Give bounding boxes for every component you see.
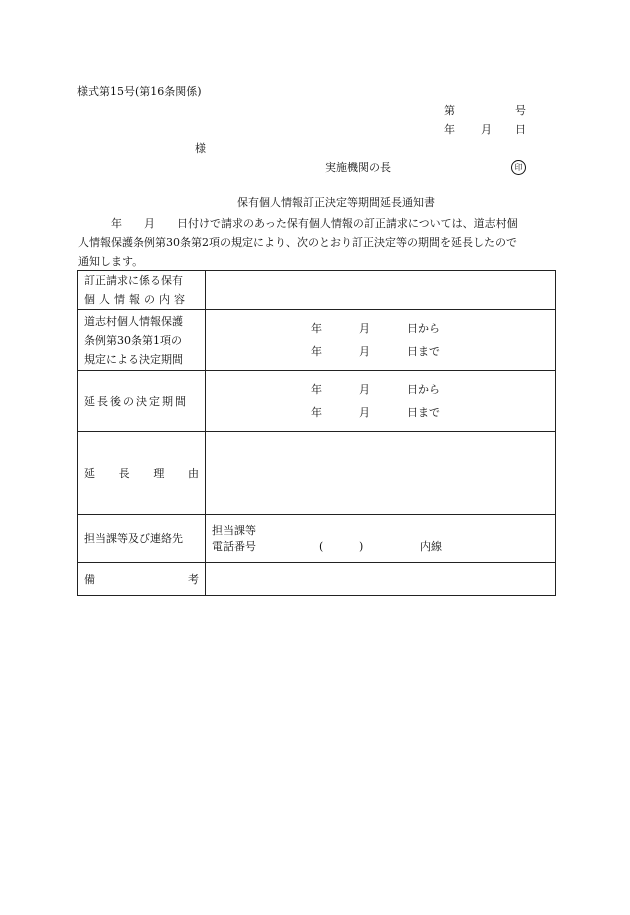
body-paragraph	[78, 214, 556, 271]
decision-from-date: 年 月 日から	[206, 317, 555, 340]
body-line-1-text: 日付けで請求のあった保有個人情報の訂正請求については、道志村個	[177, 217, 518, 230]
label-contact: 担当課等及び連絡先	[78, 515, 206, 563]
body-line-1	[78, 214, 556, 233]
label-decision-period	[78, 310, 206, 371]
phone-line: 電話番号 ( ) 内線	[212, 539, 442, 553]
extended-to-date: 年 月 日まで	[311, 406, 440, 419]
document-title: 保有個人情報訂正決定等期間延長通知書	[237, 196, 435, 209]
from-label: 日から	[407, 322, 440, 335]
body-month: 月	[144, 217, 155, 230]
row-remarks	[78, 563, 556, 596]
field-decision-period[interactable]	[206, 310, 556, 371]
to-label: 日まで	[407, 345, 440, 358]
extended-from-date: 年 月 日から	[311, 383, 440, 396]
label-decision-line-2: 条例第30条第1項の	[84, 333, 182, 347]
issuer-title: 実施機関の長	[325, 161, 391, 174]
decision-to-date: 年 月 日まで	[206, 340, 555, 363]
notice-table	[77, 270, 556, 596]
body-line-3: 通知します。	[78, 255, 144, 268]
form-number: 様式第15号(第16条関係)	[77, 85, 202, 98]
header-date-day: 日	[515, 123, 526, 136]
phone-label: 電話番号	[212, 539, 256, 553]
field-extended-period[interactable]	[206, 371, 556, 432]
row-content	[78, 271, 556, 310]
label-reason: 延 長 理 由	[78, 432, 206, 515]
label-extended-period: 延長後の決定期間	[78, 371, 206, 432]
body-line-2: 人情報保護条例第30条第2項の規定により、次のとおり訂正決定等の期間を延長したので	[78, 236, 517, 249]
seal-mark-icon: 印	[511, 160, 526, 175]
field-remarks[interactable]	[206, 563, 556, 596]
body-year: 年	[111, 217, 122, 230]
doc-number-prefix: 第	[444, 104, 455, 117]
label-decision-line-3: 規定による決定期間	[84, 352, 183, 366]
recipient-suffix: 様	[195, 142, 206, 155]
row-contact	[78, 515, 556, 563]
row-reason	[78, 432, 556, 515]
row-extended-period	[78, 371, 556, 432]
extension-label: 内線	[420, 539, 442, 553]
header-date-year: 年	[444, 123, 455, 136]
row-decision-period	[78, 310, 556, 371]
header-date-month: 月	[481, 123, 492, 136]
label-content-line-1: 訂正請求に係る保有	[84, 274, 183, 287]
label-content-line-2: 個人情報の内容	[84, 293, 189, 306]
label-remarks: 備 考	[78, 563, 206, 596]
field-contact[interactable]	[206, 515, 556, 563]
field-content[interactable]	[206, 271, 556, 310]
doc-number-suffix: 号	[515, 104, 526, 117]
field-reason[interactable]	[206, 432, 556, 515]
label-content	[78, 271, 206, 310]
label-decision-line-1: 道志村個人情報保護	[84, 314, 183, 328]
dept-label: 担当課等	[212, 523, 256, 537]
